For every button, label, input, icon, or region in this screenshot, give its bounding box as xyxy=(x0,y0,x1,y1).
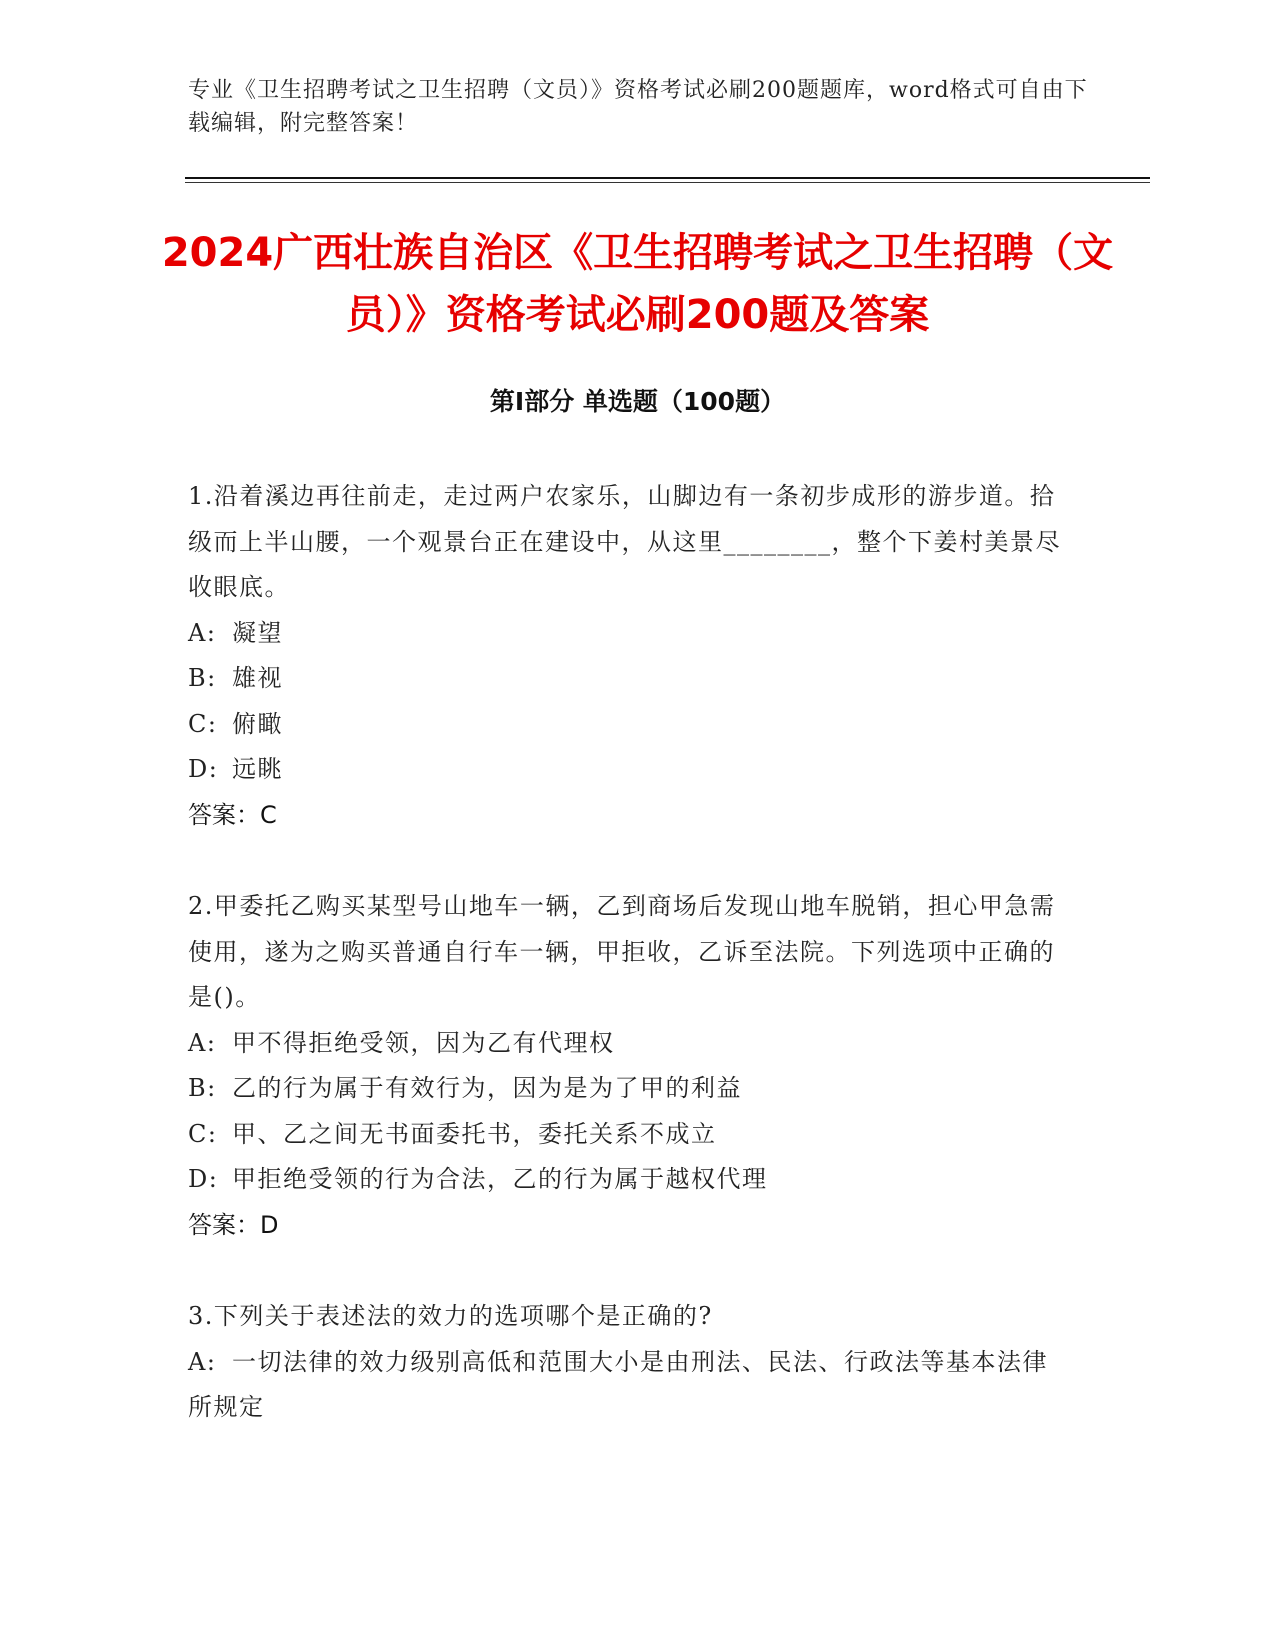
option-d xyxy=(188,1157,1068,1203)
option-a xyxy=(188,611,1068,657)
answer-line: 答案：C xyxy=(188,800,277,829)
document-title: 2024广西壮族自治区《卫生招聘考试之卫生招聘（文员）》资格考试必刷200题及答案 xyxy=(161,230,1114,338)
question-list xyxy=(188,474,1068,1477)
question-text: 3.下列关于表述法的效力的选项哪个是正确的? xyxy=(188,1302,713,1330)
option-a xyxy=(188,1021,1068,1067)
option-a xyxy=(188,1340,1068,1431)
question-3 xyxy=(188,1294,1068,1431)
option-letter: C: xyxy=(188,1119,218,1148)
option-letter: B: xyxy=(188,1074,217,1102)
header-divider-thick xyxy=(185,177,1150,179)
option-text: 一切法律的效力级别高低和范围大小是由刑法、民法、行政法等基本法律所规定 xyxy=(188,1347,1048,1421)
question-text: 1.沿着溪边再往前走，走过两户农家乐，山脚边有一条初步成形的游步道。拾级而上半山腰，一个观景台正在建设中，从这里________，整个下姜村美景尽收眼底。 xyxy=(188,482,1061,601)
option-text: 俯瞰 xyxy=(232,709,283,738)
option-letter: A: xyxy=(188,1028,217,1057)
option-text: 凝望 xyxy=(232,618,283,647)
header-divider-thin xyxy=(185,182,1150,183)
option-letter: A: xyxy=(188,618,217,647)
answer-line: 答案：D xyxy=(188,1210,279,1239)
option-letter: D: xyxy=(188,1165,219,1193)
option-text: 远眺 xyxy=(232,755,283,783)
option-letter: C: xyxy=(188,709,218,738)
question-text: 2.甲委托乙购买某型号山地车一辆，乙到商场后发现山地车脱销，担心甲急需使用，遂为之购买普通自行车一辆，甲拒收，乙诉至法院。下列选项中正确的是()。 xyxy=(188,892,1056,1011)
option-text: 甲、乙之间无书面委托书，委托关系不成立 xyxy=(232,1119,717,1148)
option-text: 乙的行为属于有效行为，因为是为了甲的利益 xyxy=(232,1074,742,1102)
option-d xyxy=(188,747,1068,793)
option-c xyxy=(188,702,1068,748)
option-text: 甲不得拒绝受领，因为乙有代理权 xyxy=(232,1028,615,1057)
option-text: 雄视 xyxy=(232,664,283,692)
option-text: 甲拒绝受领的行为合法，乙的行为属于越权代理 xyxy=(232,1165,768,1193)
header-note: 专业《卫生招聘考试之卫生招聘（文员）》资格考试必刷200题题库，word格式可自由下载编辑，附完整答案！ xyxy=(188,78,1088,136)
question-2 xyxy=(188,884,1068,1248)
option-letter: D: xyxy=(188,755,219,783)
option-b xyxy=(188,656,1068,702)
question-1 xyxy=(188,474,1068,838)
section-title: 第Ⅰ部分 单选题（100题） xyxy=(489,387,786,416)
option-letter: A: xyxy=(188,1347,217,1376)
option-c xyxy=(188,1112,1068,1158)
option-b xyxy=(188,1066,1068,1112)
option-letter: B: xyxy=(188,664,217,692)
